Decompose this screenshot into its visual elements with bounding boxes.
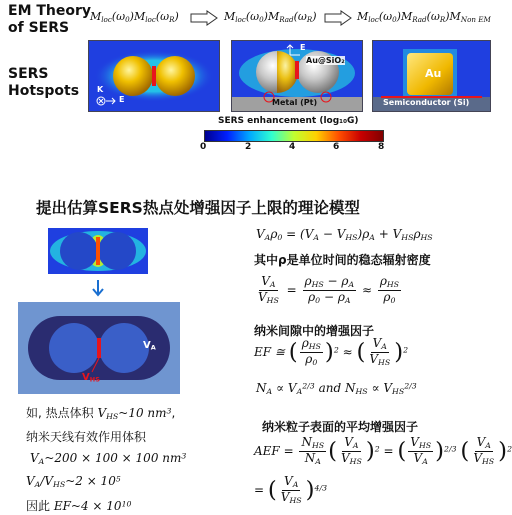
volume-diagram	[18, 302, 180, 394]
colorbar-tick-8: 8	[378, 142, 385, 152]
aef-equation: AEF = $\frac{N_{HS}}{N_A}$ ( $\frac{V_A}{V_{HS}}$ )$^2$ = ( $\frac{V_{HS}}{V_A}$ )$^{2/3}$ ( $\frac{V_A}{V_{HS}}$ )$^2$	[254, 435, 512, 466]
colorbar-ticks	[200, 142, 386, 156]
simulation-panel-semiconductor	[372, 40, 491, 112]
colorbar-tick-4: 4	[289, 142, 296, 152]
k-vector-label: K	[97, 85, 104, 94]
colorbar-tick-0: 0	[200, 142, 207, 152]
particle-enhancement-title: 纳米粒子表面的平均增强因子	[262, 420, 419, 434]
colorbar-title: SERS enhancement (log₁₀G)	[218, 116, 359, 126]
colorbar	[204, 130, 384, 142]
au-label: Au	[425, 67, 442, 80]
volume-ratio-equation: $\frac{V_A}{V_{HS}}$ = $\frac{\rho_{HS} - \rho_A}{\rho_0 - \rho_A}$ ≈ $\frac{\rho_{HS}}{\rho_0}$	[258, 274, 400, 305]
vhs-label: $V_{HS}$	[82, 372, 100, 384]
va-label: $V_A$	[143, 340, 156, 352]
field-map-thumbnail	[48, 228, 148, 274]
em-theory-title-line2: of SERS	[8, 20, 70, 36]
equation-mloc-mrad-mnonem: $M_{loc}(\omega_0)M_{Rad}(\omega_R)M_{Non EM}$	[357, 10, 491, 24]
semiconductor-label: Semiconductor (Si)	[383, 98, 470, 107]
arrow-2-icon	[324, 10, 352, 30]
proportionality-equation: $N_A \propto V_A^{2/3}$ and $N_{HS} \propto V_{HS}^{2/3}$	[256, 381, 417, 396]
example-text-line4: $V_A/V_{HS}\sim 2 \times 10^5$	[26, 474, 121, 489]
section-title: 提出估算SERS热点处增强因子上限的理论模型	[36, 199, 360, 217]
sers-hotspots-label: SERS Hotspots	[8, 66, 80, 99]
equation-mloc-mrad: $M_{loc}(\omega_0)M_{Rad}(\omega_R)$	[224, 10, 317, 24]
gap-enhancement-title: 纳米间隙中的增强因子	[254, 324, 375, 338]
example-text-line3: $V_A\sim 200 \times 100 \times 100$ $nm^3$	[30, 451, 187, 466]
metal-pt-label: Metal (Pt)	[272, 98, 318, 107]
au-sio2-label: Au@SiO₂	[306, 56, 345, 65]
em-theory-title	[8, 3, 91, 37]
dimer-field-map	[89, 41, 219, 111]
example-text-line5: 因此 EF~4 × $10^{10}$	[26, 499, 132, 513]
example-text-line1: 如, 热点体积 $V_{HS}\sim 10$ $nm^3$,	[26, 406, 176, 421]
aef-result-equation: = ( $\frac{V_A}{V_{HS}}$ )$^{4/3}$	[254, 474, 328, 505]
e-vector-label: E	[119, 95, 125, 104]
e-vector-label-2: E	[300, 43, 306, 52]
radiation-balance-equation: $V_A\rho_0 = (V_A - V_{HS})\rho_A + V_{HS}\rho_{HS}$	[256, 227, 433, 242]
arrow-1-icon	[190, 10, 218, 30]
rho-definition-text: 其中ρ是单位时间的稳态辐射密度	[254, 253, 431, 267]
equation-mloc-mloc: $M_{loc}(\omega_0)M_{loc}(\omega_R)$	[90, 10, 179, 24]
ef-equation: EF ≅ ( $\frac{\rho_{HS}}{\rho_0}$ )$^2$ ≈ ( $\frac{V_A}{V_{HS}}$ )$^2$	[254, 336, 409, 367]
down-arrow-icon	[92, 280, 104, 302]
example-text-line2: 纳米天线有效作用体积	[26, 430, 147, 444]
em-theory-title-line1: EM Theory	[8, 3, 92, 19]
colorbar-tick-6: 6	[333, 142, 340, 152]
simulation-panel-metal	[231, 40, 363, 112]
colorbar-tick-2: 2	[245, 142, 252, 152]
simulation-panel-dimer	[88, 40, 220, 112]
